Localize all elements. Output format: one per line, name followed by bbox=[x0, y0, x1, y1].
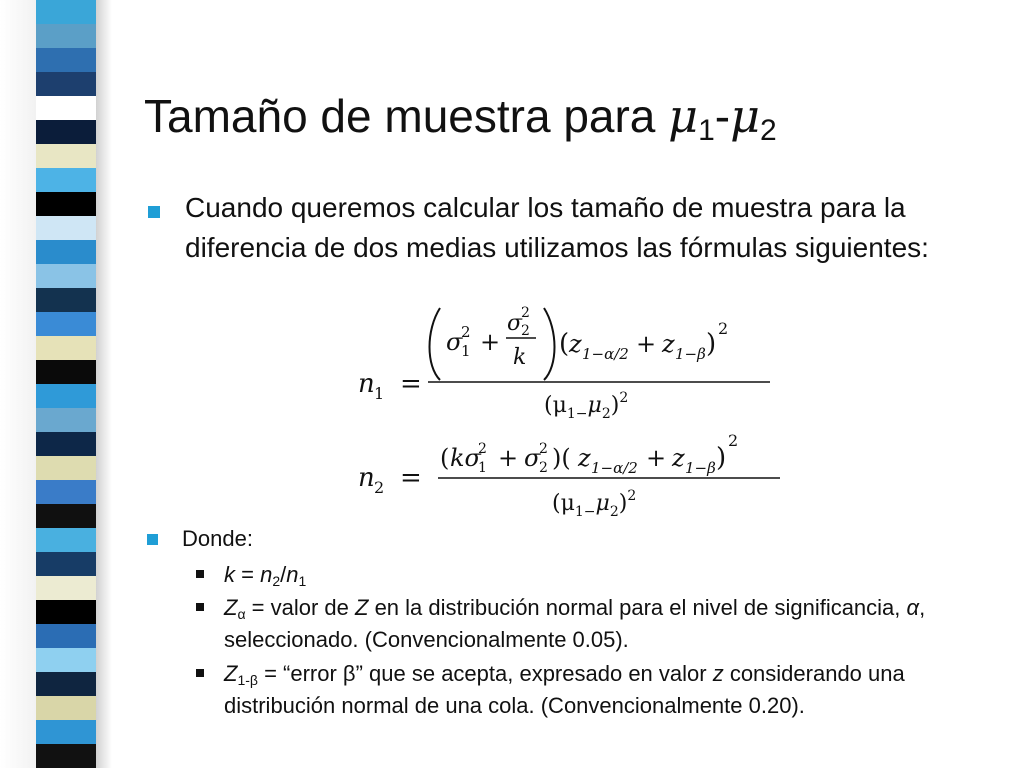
stripe-segment bbox=[36, 48, 96, 73]
zb-text2: considerando una distribución normal de una cola. (Convencionalmente 0.20). bbox=[224, 661, 905, 718]
formula-n2 bbox=[356, 428, 796, 520]
svg-text:kσ: kσ bbox=[450, 444, 481, 472]
k-n1-sub: 1 bbox=[298, 573, 307, 589]
sub-bullet-icon-3 bbox=[196, 669, 204, 677]
slide-left-margin bbox=[0, 0, 36, 768]
bullet-square-icon-2 bbox=[147, 534, 158, 545]
stripe-segment bbox=[36, 720, 96, 745]
slide-title bbox=[144, 84, 777, 148]
svg-text:σ: σ bbox=[446, 328, 463, 356]
svg-text:2: 2 bbox=[728, 431, 739, 450]
za-sub: α bbox=[237, 606, 246, 622]
stripe-segment bbox=[36, 696, 96, 721]
k-var: k bbox=[224, 562, 235, 587]
n1-equals: = bbox=[400, 369, 422, 399]
svg-text:2: 2 bbox=[521, 323, 530, 339]
sub-bullet-icon-1 bbox=[196, 570, 204, 578]
sub-bullet-icon-2 bbox=[196, 603, 204, 611]
svg-text:z: z bbox=[672, 444, 685, 472]
svg-text:z: z bbox=[662, 330, 675, 358]
donde-label: Donde: bbox=[182, 526, 253, 551]
n1-denominator: $(\mu_{1-}\mu_2)^2$ bbox=[544, 390, 629, 420]
svg-text:+: + bbox=[498, 444, 519, 472]
stripe-segment bbox=[36, 144, 96, 169]
stripe-segment bbox=[36, 384, 96, 409]
svg-text:1−β: 1−β bbox=[675, 345, 706, 363]
zb-sub: 1-β bbox=[237, 672, 258, 688]
n2-equals: = bbox=[400, 463, 422, 493]
svg-text:σ: σ bbox=[524, 444, 541, 472]
k-n2-sub: 2 bbox=[272, 573, 281, 589]
decorative-stripe-bar bbox=[36, 0, 96, 768]
n2-lhs: n bbox=[358, 463, 375, 493]
zb-var: Z bbox=[224, 661, 238, 686]
n2-lhs-sub: 2 bbox=[374, 478, 385, 497]
title-sub1: 1 bbox=[698, 114, 715, 147]
stripe-segment bbox=[36, 168, 96, 193]
svg-text:+: + bbox=[646, 444, 667, 472]
n1-lhs-sub: 1 bbox=[374, 384, 385, 403]
svg-text:+: + bbox=[636, 330, 657, 358]
zb-text1: = “error β” que se acepta, expresado en valor bbox=[257, 661, 713, 686]
stripe-segment bbox=[36, 744, 96, 768]
svg-text:1: 1 bbox=[461, 342, 471, 360]
stripe-segment bbox=[36, 192, 96, 217]
svg-text:z: z bbox=[569, 330, 582, 358]
svg-text:2: 2 bbox=[521, 305, 530, 321]
stripe-segment bbox=[36, 96, 96, 121]
svg-text:1−α/2: 1−α/2 bbox=[591, 459, 638, 477]
svg-text:1: 1 bbox=[478, 460, 487, 476]
formula-n1 bbox=[356, 300, 786, 420]
title-sub2: 2 bbox=[760, 114, 777, 147]
stripe-segment bbox=[36, 456, 96, 481]
za-z2: Z bbox=[355, 595, 369, 620]
za-text2: en la distribución normal para el nivel de significancia, bbox=[368, 595, 907, 620]
stripe-segment bbox=[36, 672, 96, 697]
zb-z2: z bbox=[712, 661, 724, 686]
svg-text:)(: )( bbox=[552, 444, 571, 472]
svg-text:2: 2 bbox=[539, 441, 548, 457]
stripe-segment bbox=[36, 480, 96, 505]
svg-text:z: z bbox=[578, 444, 591, 472]
stripe-segment bbox=[36, 576, 96, 601]
stripe-segment bbox=[36, 504, 96, 529]
definition-z-beta bbox=[224, 658, 994, 722]
stripe-segment bbox=[36, 0, 96, 25]
stripe-segment bbox=[36, 216, 96, 241]
svg-text:(: ( bbox=[559, 329, 570, 359]
k-n1: n bbox=[286, 562, 299, 587]
svg-text:σ: σ bbox=[507, 311, 523, 336]
stripe-segment bbox=[36, 624, 96, 649]
k-eq: = bbox=[235, 562, 261, 587]
k-slash: / bbox=[280, 562, 287, 587]
svg-text:2: 2 bbox=[478, 441, 487, 457]
stripe-segment bbox=[36, 120, 96, 145]
za-var: Z bbox=[224, 595, 238, 620]
svg-text:+: + bbox=[480, 328, 501, 356]
definition-z-alpha bbox=[224, 592, 994, 656]
za-text1: = valor de bbox=[245, 595, 355, 620]
title-mu2: μ bbox=[730, 89, 760, 143]
svg-text:(: ( bbox=[440, 444, 450, 472]
svg-text:): ) bbox=[716, 443, 727, 473]
svg-text:1−β: 1−β bbox=[685, 459, 716, 477]
za-alpha: α bbox=[906, 595, 920, 620]
stripe-segment bbox=[36, 72, 96, 97]
n1-lhs: n bbox=[358, 369, 375, 399]
svg-text:k: k bbox=[513, 345, 527, 370]
svg-text:2: 2 bbox=[718, 319, 729, 338]
n2-denominator: $(\mu_{1-}\mu_2)^2$ bbox=[552, 488, 637, 520]
svg-text:2: 2 bbox=[539, 460, 548, 476]
stripe-segment bbox=[36, 312, 96, 337]
stripe-segment bbox=[36, 600, 96, 625]
title-text: Tamaño de muestra para bbox=[144, 90, 669, 142]
za-text3: , seleccionado. (Convencionalmente 0.05). bbox=[224, 595, 926, 652]
k-n2: n bbox=[260, 562, 273, 587]
stripe-segment bbox=[36, 408, 96, 433]
svg-text:): ) bbox=[706, 329, 717, 359]
definition-k bbox=[224, 559, 994, 591]
stripe-segment bbox=[36, 336, 96, 361]
title-dash: - bbox=[714, 90, 731, 142]
stripe-segment bbox=[36, 360, 96, 385]
stripe-segment bbox=[36, 288, 96, 313]
stripe-segment bbox=[36, 648, 96, 673]
stripe-bar-shadow bbox=[96, 0, 112, 768]
stripe-segment bbox=[36, 240, 96, 265]
stripe-segment bbox=[36, 432, 96, 457]
stripe-segment bbox=[36, 528, 96, 553]
svg-text:2: 2 bbox=[461, 323, 471, 341]
title-mu1: μ bbox=[668, 89, 699, 143]
stripe-segment bbox=[36, 552, 96, 577]
stripe-segment bbox=[36, 24, 96, 49]
bullet-square-icon bbox=[148, 206, 160, 218]
bullet-paragraph: Cuando queremos calcular los tamaño de muestra para la diferencia de dos medias utilizamos las fórmulas siguientes: bbox=[185, 192, 929, 263]
stripe-segment bbox=[36, 264, 96, 289]
svg-text:1−α/2: 1−α/2 bbox=[582, 345, 629, 363]
